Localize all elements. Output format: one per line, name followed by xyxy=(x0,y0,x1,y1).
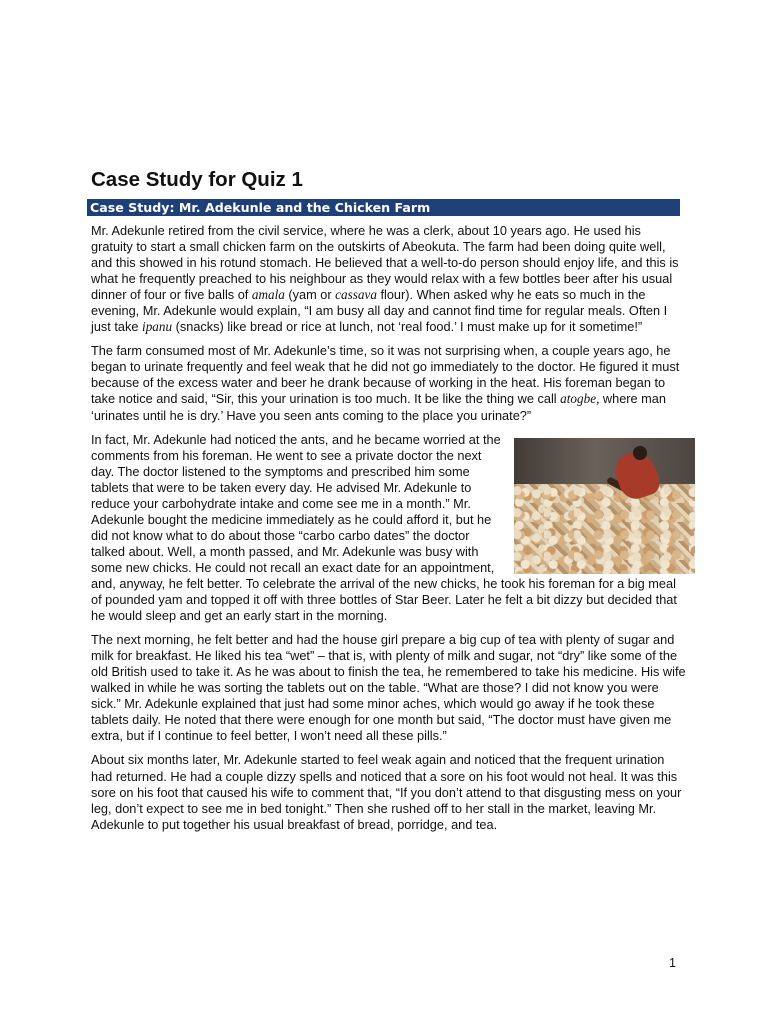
term-atogbe: atogbe, xyxy=(560,391,600,407)
paragraph-2 xyxy=(91,343,686,423)
page-number: 1 xyxy=(669,956,676,970)
paragraph-4: The next morning, he felt better and had the house girl prepare a big cup of tea with plenty of sugar and milk for breakfast. He liked his tea “wet” – that is, with plenty of milk and sugar, not “dry” like some of the old British used to take it. As he was about to finish the tea, he remembered to take his medicine. His wife walked in while he was sorting the tablets out on the table. “What are those? I did not know you were sick.” Mr. Adekunle explained that just had some minor aches, which would go away if he took these tablets daily. He noted that there were enough for one month but said, “The doctor must have given me extra, but if I continue to feel better, I won’t need all these pills.” xyxy=(91,632,686,744)
term-ipanu: ipanu xyxy=(142,319,173,335)
paragraph-2-text-a: The farm consumed most of Mr. Adekunle’s time, so it was not surprising when, a couple years ago, he began to urinate frequently and feel weak that he did not go immediately to the doctor. He figured it must because of the excess water and beer he drank because of working in the heat. His foreman began to take notice and said, “Sir, this your urination is too much. It be like the thing we call xyxy=(91,343,680,407)
term-amala: amala xyxy=(251,287,285,303)
page-title: Case Study for Quiz 1 xyxy=(91,168,303,191)
chicken-farm-photo xyxy=(514,438,695,574)
paragraph-1-text-a: Mr. Adekunle retired from the civil service, where he was a clerk, about 10 years ago. He used his gratuity to start a small chicken farm on the outskirts of Abeokuta. The farm had been doing quite well, and this showed in his rotund stomach. He believed that a well-to-do person should enjoy life, and this is what he frequently preached to his neighbour as they would relax with a few bottles beer after his usual dinner of four or five balls of xyxy=(91,223,679,303)
section-heading-banner xyxy=(87,199,680,216)
paragraph-1-text-b: (yam or xyxy=(284,287,336,303)
paragraph-5: About six months later, Mr. Adekunle started to feel weak again and noticed that the frequent urination had returned. He had a couple dizzy spells and noticed that a sore on his foot would not heal. It was this sore on his foot that caused his wife to comment that, “If you don’t attend to that disgusting mess on your leg, don’t expect to see me in bed tonight.” Then she rushed off to her stall in the market, leaving Mr. Adekunle to put together his usual breakfast of bread, porridge, and tea. xyxy=(91,752,682,832)
paragraph-1 xyxy=(91,223,686,335)
paragraph-1-text-c: flour). When asked why he eats so much in the evening, Mr. Adekunle would explain, “I am busy all day and cannot find time for regular meals. Often I just take xyxy=(91,287,668,335)
case-study-body xyxy=(91,223,686,841)
section-heading: Case Study: Mr. Adekunle and the Chicken Farm xyxy=(90,200,431,215)
chicks-on-floor xyxy=(514,484,695,574)
paragraph-2-text-b: where man ‘urinates until he is dry.’ Have you seen ants coming to the place you urinate?” xyxy=(91,391,666,423)
paragraph-1-text-d: (snacks) like bread or rice at lunch, not ‘real food.’ I must make up for it sometime!” xyxy=(172,319,643,335)
paragraph-3: In fact, Mr. Adekunle had noticed the ants, and he became worried at the comments from his foreman. He went to see a private doctor the next day. The doctor listened to the symptoms and prescribed him some tablets that were to be taken every day. He advised Mr. Adekunle to reduce your carbohydrate intake and come see me in a month.” Mr. Adekunle bought the medicine immediately as he could afford it, but he did not know what to do about those “carbo carbo dates” the doctor talked about. Well, a month passed, and Mr. Adekunle was busy with some new chicks. He could not recall an exact date for an appointment, and, anyway, he felt better. To celebrate the arrival of the new chicks, he took his foreman for a big meal of pounded yam and topped it off with three bottles of Star Beer. Later he felt a bit dizzy but decided that he would sleep and get an early start in the morning. xyxy=(91,431,677,624)
term-cassava: cassava xyxy=(335,287,377,303)
